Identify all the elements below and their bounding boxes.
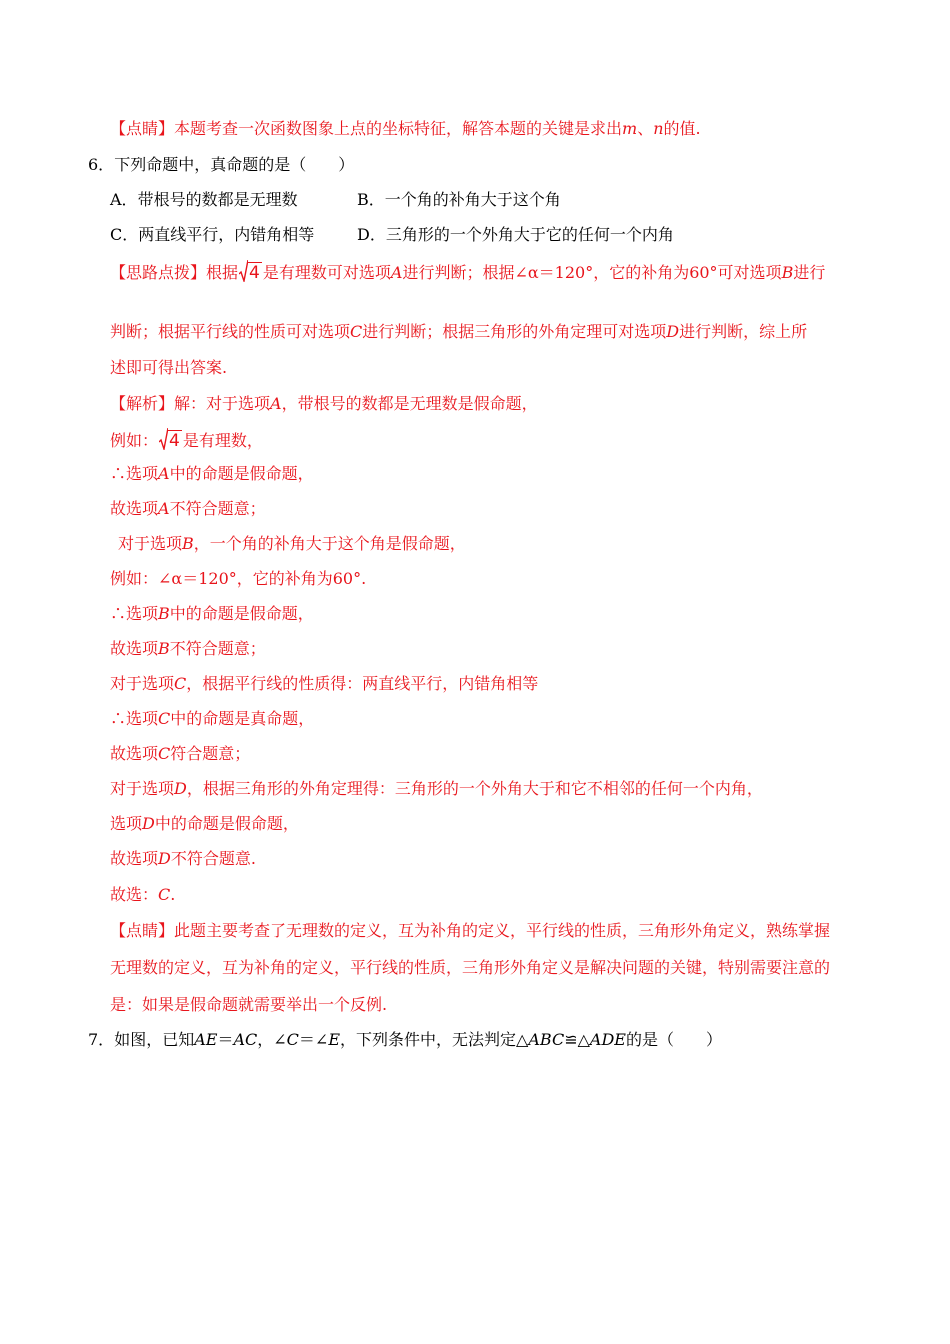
comment-text: 是：如果是假命题就需要举出一个反例.: [110, 995, 388, 1014]
comment-text: 此题主要考查了无理数的定义，互为补角的定义，平行线的性质，三角形外角定义，熟练掌握: [174, 921, 831, 940]
square-root-radical-icon: [159, 428, 168, 450]
q6-analysis-line-15: [110, 884, 175, 906]
var-c: C: [158, 709, 171, 728]
var-m: m: [622, 119, 638, 138]
analysis-text: 选项: [110, 814, 143, 833]
question-text: ＝∠: [298, 1030, 329, 1049]
var-a: A: [158, 499, 170, 518]
q7-stem: [88, 1029, 722, 1051]
q6-comment-line-3: [110, 994, 387, 1016]
var-c: C: [158, 744, 171, 763]
var-c: C: [158, 885, 171, 904]
q6-analysis-line-3: [110, 463, 314, 485]
analysis-text: 例如：∠α＝120°，它的补角为60°.: [110, 569, 367, 588]
radicand: 4: [169, 431, 180, 451]
analysis-text: ，带根号的数都是无理数是假命题，: [281, 394, 538, 413]
var-d: D: [142, 814, 155, 833]
var-ade: ADE: [589, 1030, 626, 1049]
analysis-text: 对于选项: [118, 534, 183, 553]
hint-text: 述即可得出答案.: [110, 358, 228, 377]
question-number: 6．: [88, 155, 115, 174]
comment-text: 无理数的定义，互为补角的定义，平行线的性质，三角形外角定义是解决问题的关键，特别需要注意的: [110, 958, 831, 977]
analysis-text: ，一个角的补角大于这个角是假命题，: [193, 534, 466, 553]
analysis-tag: 【解析】: [110, 394, 175, 413]
square-root-radical-icon: [239, 260, 248, 282]
comment-text-end: 的值.: [663, 119, 701, 138]
analysis-text: 不符合题意.: [170, 849, 256, 868]
q6-option-b: [357, 189, 561, 211]
q6-option-c: [110, 224, 314, 246]
analysis-text: 对于选项: [110, 674, 175, 693]
q6-analysis-line-4: [110, 498, 266, 520]
option-text: 三角形的一个外角大于它的任何一个内角: [385, 225, 674, 244]
q6-analysis-line-6: [110, 568, 366, 590]
var-b: B: [781, 263, 794, 282]
analysis-text: 故选：: [110, 885, 159, 904]
question-text: 的是（ ）: [625, 1030, 722, 1049]
q6-comment-line-1: [110, 920, 830, 942]
radicand: 4: [249, 263, 260, 283]
analysis-text: 中的命题是假命题，: [169, 464, 314, 483]
option-text: 两直线平行，内错角相等: [138, 225, 315, 244]
q6-analysis-line-14: [110, 848, 256, 870]
question-number: 7．: [88, 1030, 115, 1049]
analysis-text: 故选项: [110, 639, 159, 658]
analysis-text: 是有理数，: [182, 431, 263, 450]
question-text: 如图，已知: [114, 1030, 195, 1049]
analysis-text: 不符合题意；: [169, 639, 266, 658]
question-text: ，下列条件中，无法判定△: [340, 1030, 529, 1049]
hint-text: 判断；根据平行线的性质可对选项: [110, 322, 351, 341]
q6-analysis-line-11: [110, 743, 250, 765]
analysis-text: 故选项: [110, 849, 159, 868]
var-a: A: [390, 263, 403, 282]
analysis-text: .: [170, 885, 176, 904]
hint-text: 进行判断；根据三角形的外角定理可对选项: [362, 322, 667, 341]
hint-text: 进行: [793, 263, 826, 282]
var-n: n: [653, 119, 664, 138]
q6-option-a: [110, 189, 298, 211]
var-ac: AC: [233, 1030, 258, 1049]
q6-analysis-line-12: [110, 778, 763, 800]
var-a: A: [270, 394, 282, 413]
analysis-text: ，根据三角形的外角定理得：三角形的一个外角大于和它不相邻的任何一个内角，: [186, 779, 763, 798]
analysis-text: 例如：: [110, 431, 159, 450]
var-e: E: [328, 1030, 341, 1049]
q6-hint-line-1: [110, 260, 825, 284]
var-b: B: [158, 639, 170, 658]
analysis-text: ∴选项: [110, 464, 159, 483]
option-label: C．: [110, 225, 139, 244]
hint-text: 根据: [206, 263, 239, 282]
q6-analysis-line-5: [118, 533, 466, 555]
analysis-text: 解：对于选项: [174, 394, 271, 413]
comment-tag: 【点睛】: [110, 921, 175, 940]
analysis-text: ，根据平行线的性质得：两直线平行，内错角相等: [186, 674, 539, 693]
q6-analysis-line-9: [110, 673, 538, 695]
q6-analysis-line-1: [110, 393, 538, 415]
var-b: B: [182, 534, 194, 553]
q6-hint-line-3: [110, 357, 227, 379]
option-text: 一个角的补角大于这个角: [384, 190, 561, 209]
analysis-text: 故选项: [110, 744, 159, 763]
analysis-text: 中的命题是假命题，: [154, 814, 299, 833]
var-abc: ABC: [528, 1030, 565, 1049]
q6-stem: [88, 154, 354, 176]
analysis-text: 中的命题是真命题，: [170, 709, 315, 728]
question-text: ，∠: [257, 1030, 287, 1049]
option-label: A．: [110, 190, 138, 209]
analysis-text: ∴选项: [110, 604, 159, 623]
analysis-text: 对于选项: [110, 779, 175, 798]
hint-text: 进行判断；根据∠α＝120°，它的补角为60°可对选项: [402, 263, 782, 282]
var-c: C: [286, 1030, 299, 1049]
var-c: C: [350, 322, 363, 341]
q6-analysis-line-8: [110, 638, 266, 660]
hint-text: 是有理数可对选项: [262, 263, 391, 282]
q6-analysis-line-10: [110, 708, 314, 730]
option-label: D．: [357, 225, 386, 244]
equals-sign: ＝: [217, 1030, 234, 1049]
congruence-sign: ≌△: [564, 1030, 590, 1049]
var-d: D: [158, 849, 171, 868]
analysis-text: 故选项: [110, 499, 159, 518]
var-ae: AE: [194, 1030, 218, 1049]
q6-comment-line-2: [110, 957, 830, 979]
option-text: 带根号的数都是无理数: [137, 190, 298, 209]
sqrt-expression: [239, 260, 262, 282]
analysis-text: ∴选项: [110, 709, 159, 728]
analysis-text: 中的命题是假命题，: [169, 604, 314, 623]
q6-hint-line-2: [110, 321, 807, 343]
comment-tag: 【点睛】: [110, 119, 175, 138]
q5-comment: [110, 118, 701, 140]
q6-analysis-line-2: [110, 428, 263, 452]
var-d: D: [174, 779, 187, 798]
var-a: A: [158, 464, 170, 483]
hint-tag: 【思路点拨】: [110, 263, 207, 282]
hint-text: 进行判断，综上所: [679, 322, 808, 341]
comment-text: 本题考查一次函数图象上点的坐标特征，解答本题的关键是求出: [174, 119, 623, 138]
var-b: B: [158, 604, 170, 623]
question-text: 下列命题中，真命题的是（ ）: [114, 155, 355, 174]
q6-option-d: [357, 224, 674, 246]
analysis-text: 符合题意；: [170, 744, 251, 763]
var-c: C: [174, 674, 187, 693]
q6-analysis-line-13: [110, 813, 299, 835]
analysis-text: 不符合题意；: [169, 499, 266, 518]
separator: 、: [637, 119, 654, 138]
q6-analysis-line-7: [110, 603, 314, 625]
sqrt-expression: [159, 428, 182, 450]
option-label: B．: [357, 190, 385, 209]
var-d: D: [666, 322, 680, 341]
